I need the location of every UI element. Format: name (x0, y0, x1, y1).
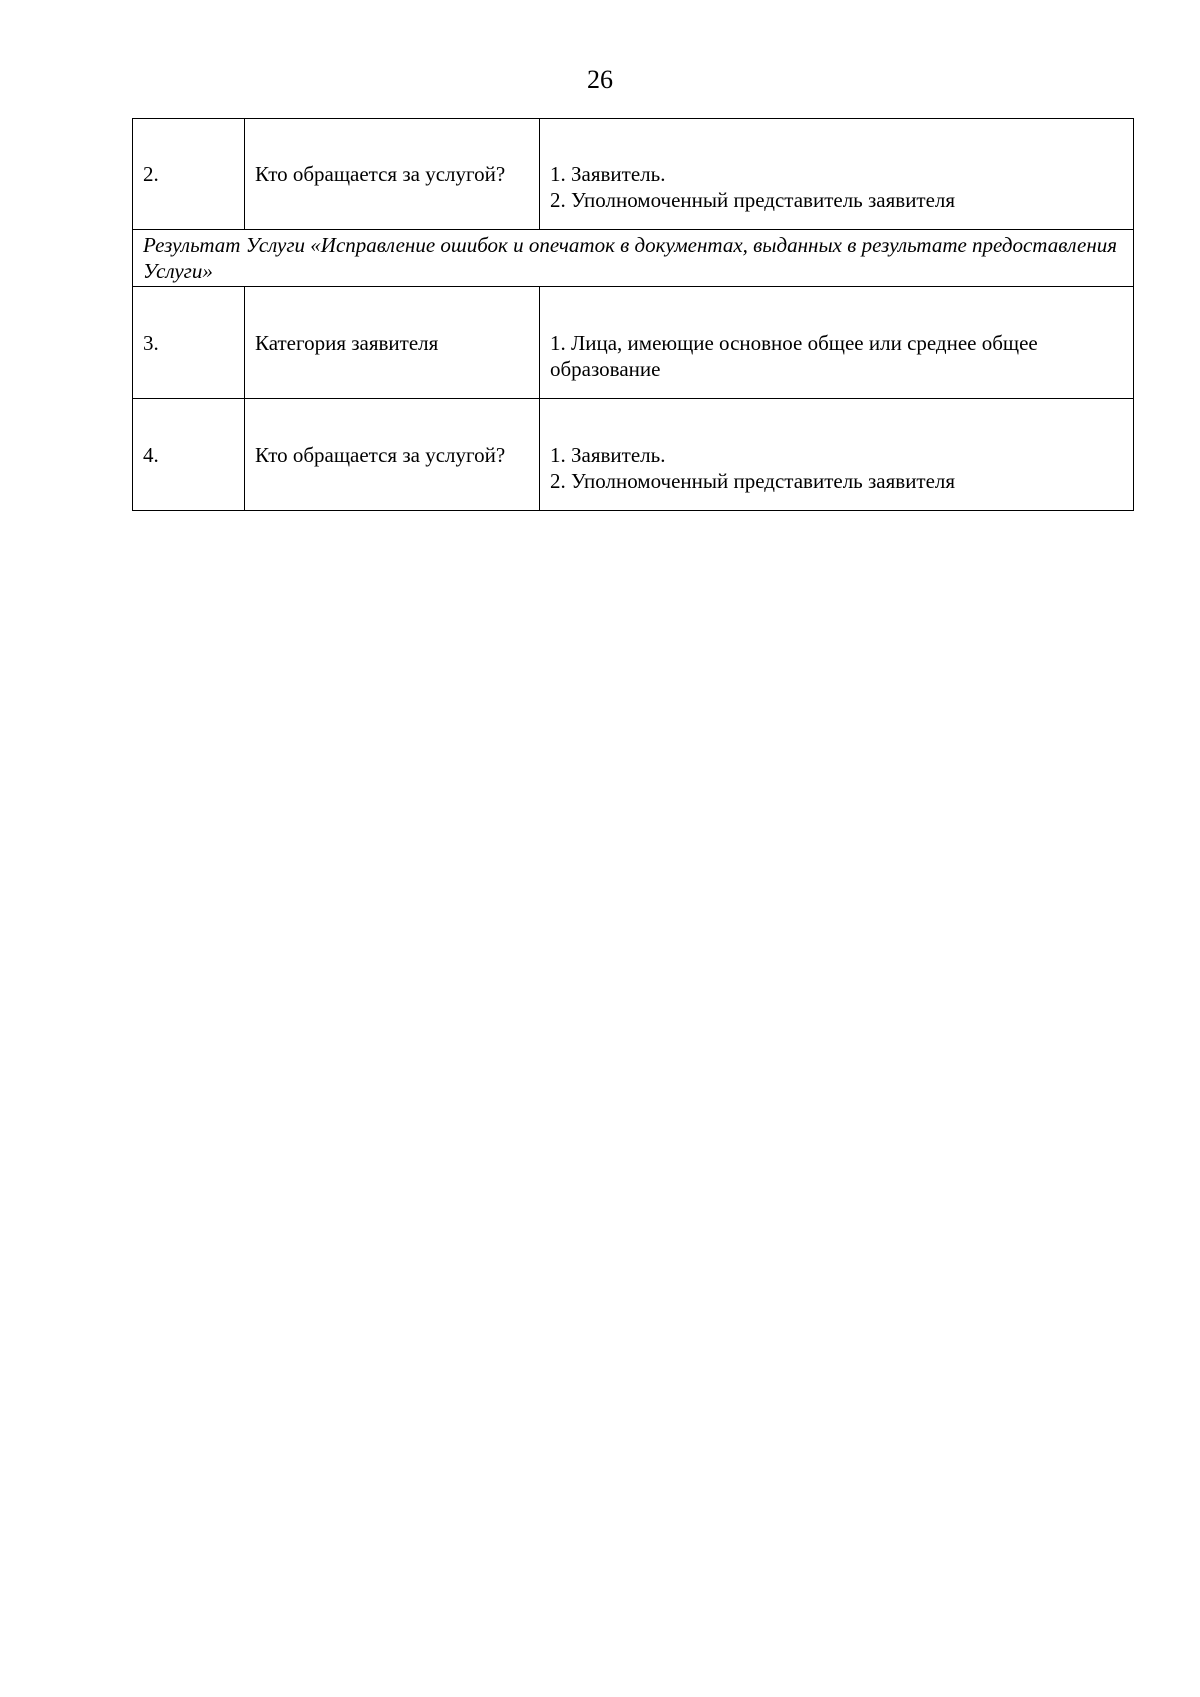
section-title: Результат Услуги «Исправление ошибок и опечаток в документах, выданных в результате предоставления Услуги» (133, 230, 1134, 287)
answer-line: 1. Лица, имеющие основное общее или среднее общее образование (550, 330, 1038, 381)
page-number: 26 (587, 65, 613, 94)
row-answer (540, 119, 1134, 230)
answer-line: 1. Заявитель. (550, 442, 666, 467)
table-row (133, 399, 1134, 511)
table-row (133, 119, 1134, 230)
row-question: Категория заявителя (245, 287, 540, 399)
answer-line: 2. Уполномоченный представитель заявителя (550, 468, 956, 493)
table-row (133, 287, 1134, 399)
row-number: 4. (133, 399, 245, 511)
row-question: Кто обращается за услугой? (245, 119, 540, 230)
section-header-row (133, 230, 1134, 287)
row-question: Кто обращается за услугой? (245, 399, 540, 511)
row-answer (540, 287, 1134, 399)
row-number: 3. (133, 287, 245, 399)
service-info-table (132, 118, 1134, 511)
row-answer (540, 399, 1134, 511)
answer-line: 2. Уполномоченный представитель заявителя (550, 188, 956, 212)
answer-line: 1. Заявитель. (550, 162, 666, 186)
row-number: 2. (133, 119, 245, 230)
